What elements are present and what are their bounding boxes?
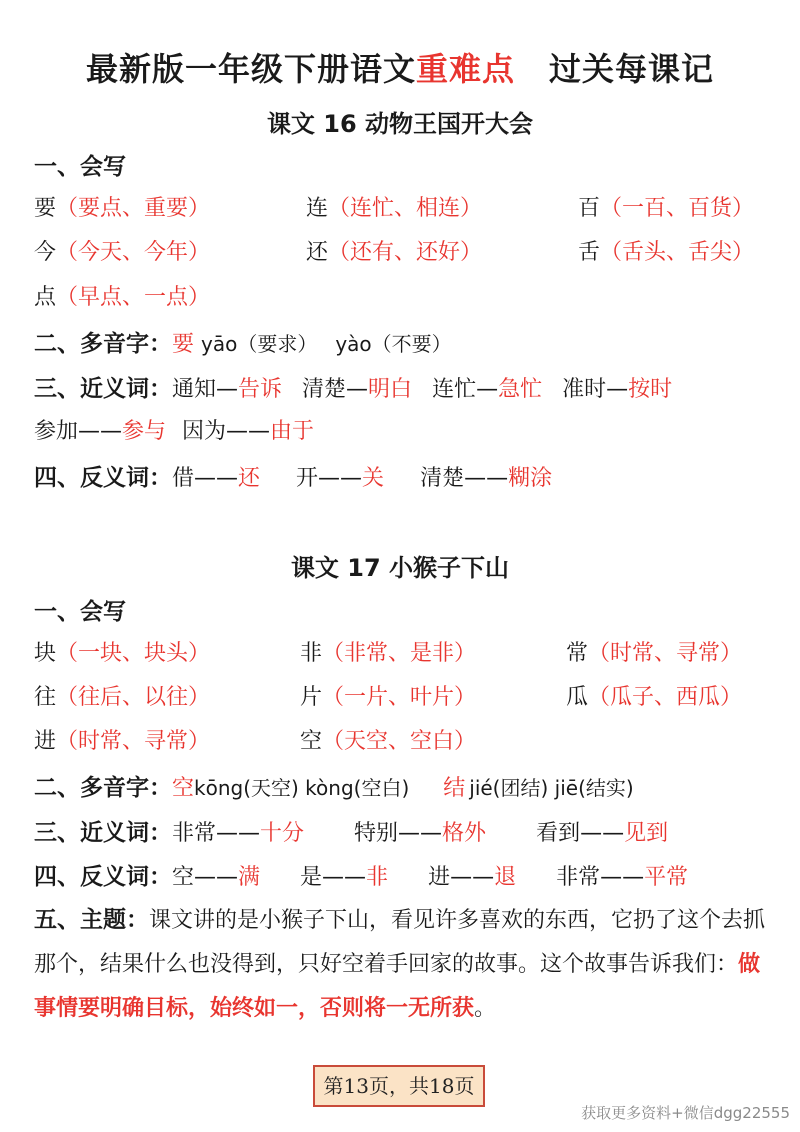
page-title: 最新版一年级下册语文重难点 过关每课记 <box>85 50 715 88</box>
lesson-16-synonyms: 三、近义词：通知—告诉 清楚—明白 连忙—急忙 准时—按时 <box>34 376 673 402</box>
lesson-16-write-row: 点（早点、一点） <box>34 285 211 310</box>
title-highlight: 重难点 <box>415 50 515 88</box>
lesson-16-write-row: 要（要点、重要） 连（连忙、相连） 百（一百、百货） <box>34 196 755 221</box>
lesson-16-antonyms: 四、反义词：借——还 开——关 清楚——糊涂 <box>34 465 553 491</box>
lesson-17-theme: 五、主题：课文讲的是小猴子下山，看见许多喜欢的东西，它扔了这个去抓那个，结果什么也没得到，只好空着手回家的故事。这个故事告诉我们：做事情要明确目标，始终如一，否则将一无所获。 <box>34 907 766 1021</box>
lesson-17-write-row: 进（时常、寻常） 空（天空、空白） <box>34 729 477 754</box>
lesson-17-synonyms: 三、近义词：非常——十分 特别——格外 看到——见到 <box>34 820 669 846</box>
lesson-17-write-row: 往（往后、以往） 片（一片、叶片） 瓜（瓜子、西瓜） <box>34 685 743 710</box>
lesson-17-polyphone: 二、多音字：空kōng(天空) kòng(空白) 结 jié(团结) jiē(结实) <box>34 775 634 801</box>
lesson-16-title: 课文 16 动物王国开大会 <box>266 110 534 138</box>
lesson-16-write-row: 今（今天、今年） 还（还有、还好） 舌（舌头、舌尖） <box>34 240 755 265</box>
theme-lesson: 做事情要明确目标，始终如一，否则将一无所获 <box>34 952 761 1021</box>
page-number: 第13页，共18页 <box>313 1065 485 1107</box>
lesson-16-polyphone: 二、多音字：要 yāo（要求） yào（不要） <box>34 331 452 357</box>
lesson-16-write-heading: 一、会写 <box>34 154 126 180</box>
watermark: 获取更多资料+微信dgg22555 <box>581 1104 790 1122</box>
lesson-17-antonyms: 四、反义词：空——满 是——非 进——退 非常——平常 <box>34 864 689 890</box>
lesson-16-synonyms-cont: 参加——参与 因为——由于 <box>34 419 315 444</box>
lesson-17-write-heading: 一、会写 <box>34 599 126 625</box>
lesson-17-title: 课文 17 小猴子下山 <box>290 554 510 582</box>
lesson-17-write-row: 块（一块、块头） 非（非常、是非） 常（时常、寻常） <box>34 641 743 666</box>
